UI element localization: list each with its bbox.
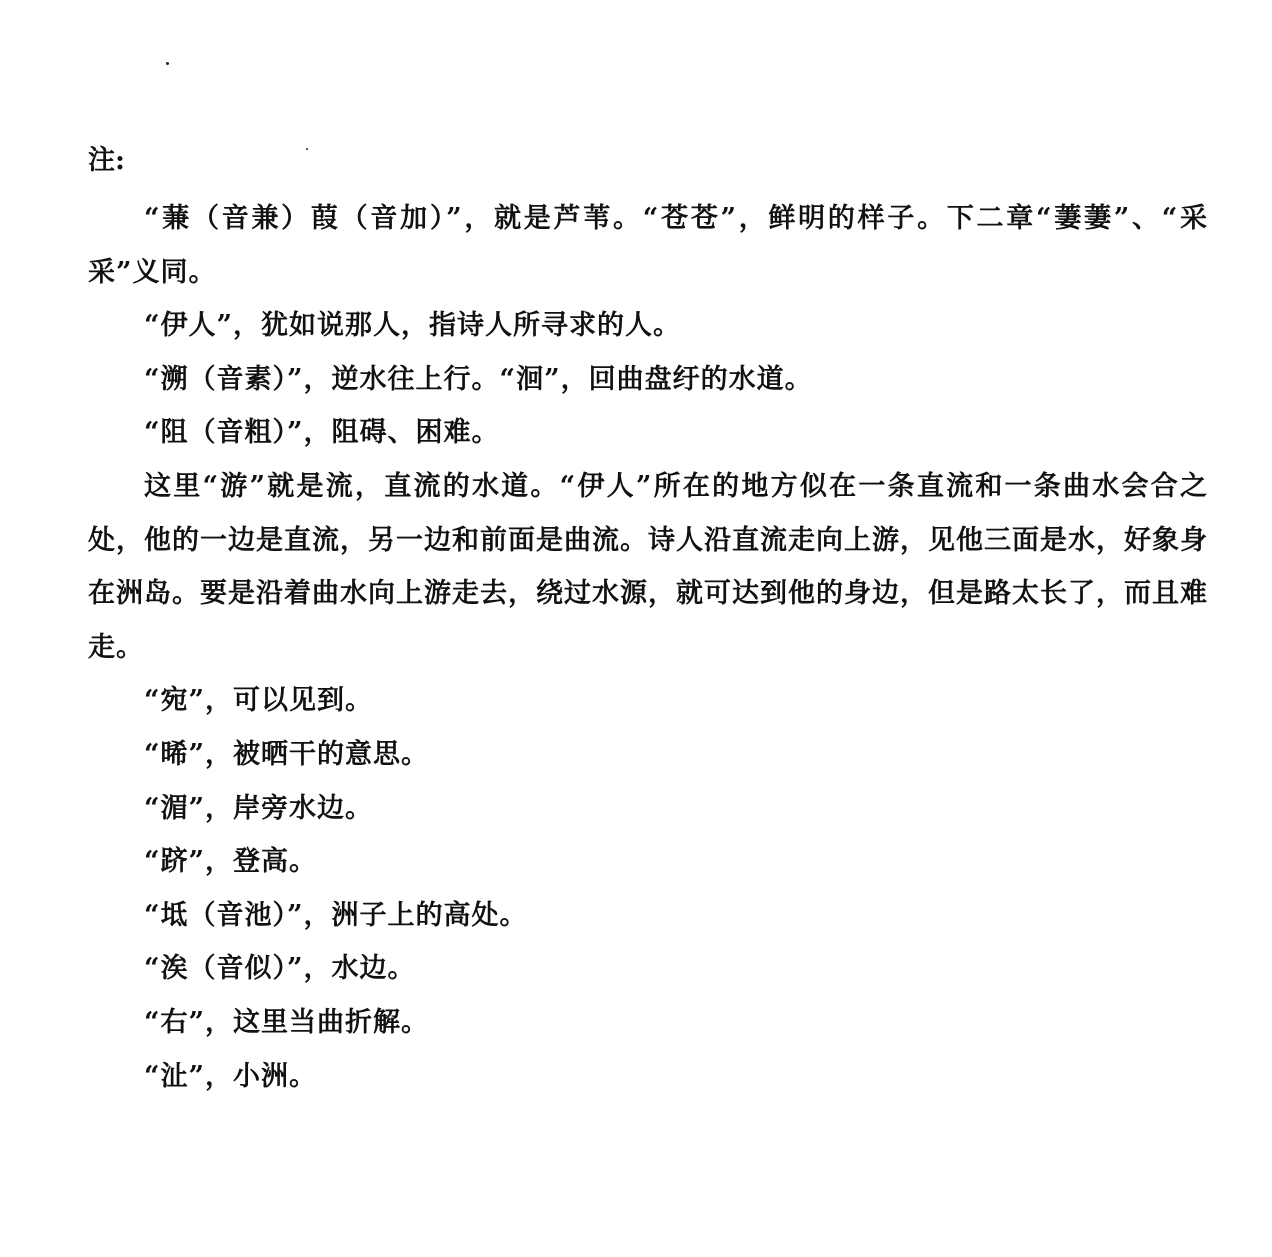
note-paragraph: “阻（音粗）”，阻碍、困难。 (144, 417, 500, 449)
note-paragraph: “蒹（音兼）葭（音加）”，就是芦苇。“苍苍”，鲜明的样子。下二章“萋萋”、“采采”义同。 (88, 203, 1208, 288)
notes-body (88, 192, 1208, 1103)
note-paragraph: 这里“游”就是流，直流的水道。“伊人”所在的地方似在一条直流和一条曲水会合之处，他的一边是直流，另一边和前面是曲流。诗人沿直流走向上游，见他三面是水，好象身在洲岛。要是沿着曲水向上游走去，绕过水源，就可达到他的身边，但是路太长了，而且难走。 (88, 470, 1208, 663)
notes-heading: 注: (88, 145, 125, 176)
note-paragraph: “坻（音池）”，洲子上的高处。 (144, 899, 528, 931)
note-paragraph: “伊人”，犹如说那人，指诗人所寻求的人。 (144, 310, 682, 342)
note-paragraph: “宛”，可以见到。 (144, 685, 374, 717)
note-paragraph: “晞”，被晒干的意思。 (144, 738, 430, 770)
note-paragraph: “沚”，小洲。 (144, 1060, 318, 1092)
note-paragraph: “溯（音素）”，逆水往上行。“洄”，回曲盘纡的水道。 (144, 363, 813, 395)
scan-speck (166, 62, 169, 65)
scan-speck (306, 148, 308, 150)
note-paragraph: “右”，这里当曲折解。 (144, 1006, 430, 1038)
note-paragraph: “涘（音似）”，水边。 (144, 953, 416, 985)
note-paragraph: “湄”，岸旁水边。 (144, 792, 374, 824)
note-paragraph: “跻”，登高。 (144, 846, 318, 878)
